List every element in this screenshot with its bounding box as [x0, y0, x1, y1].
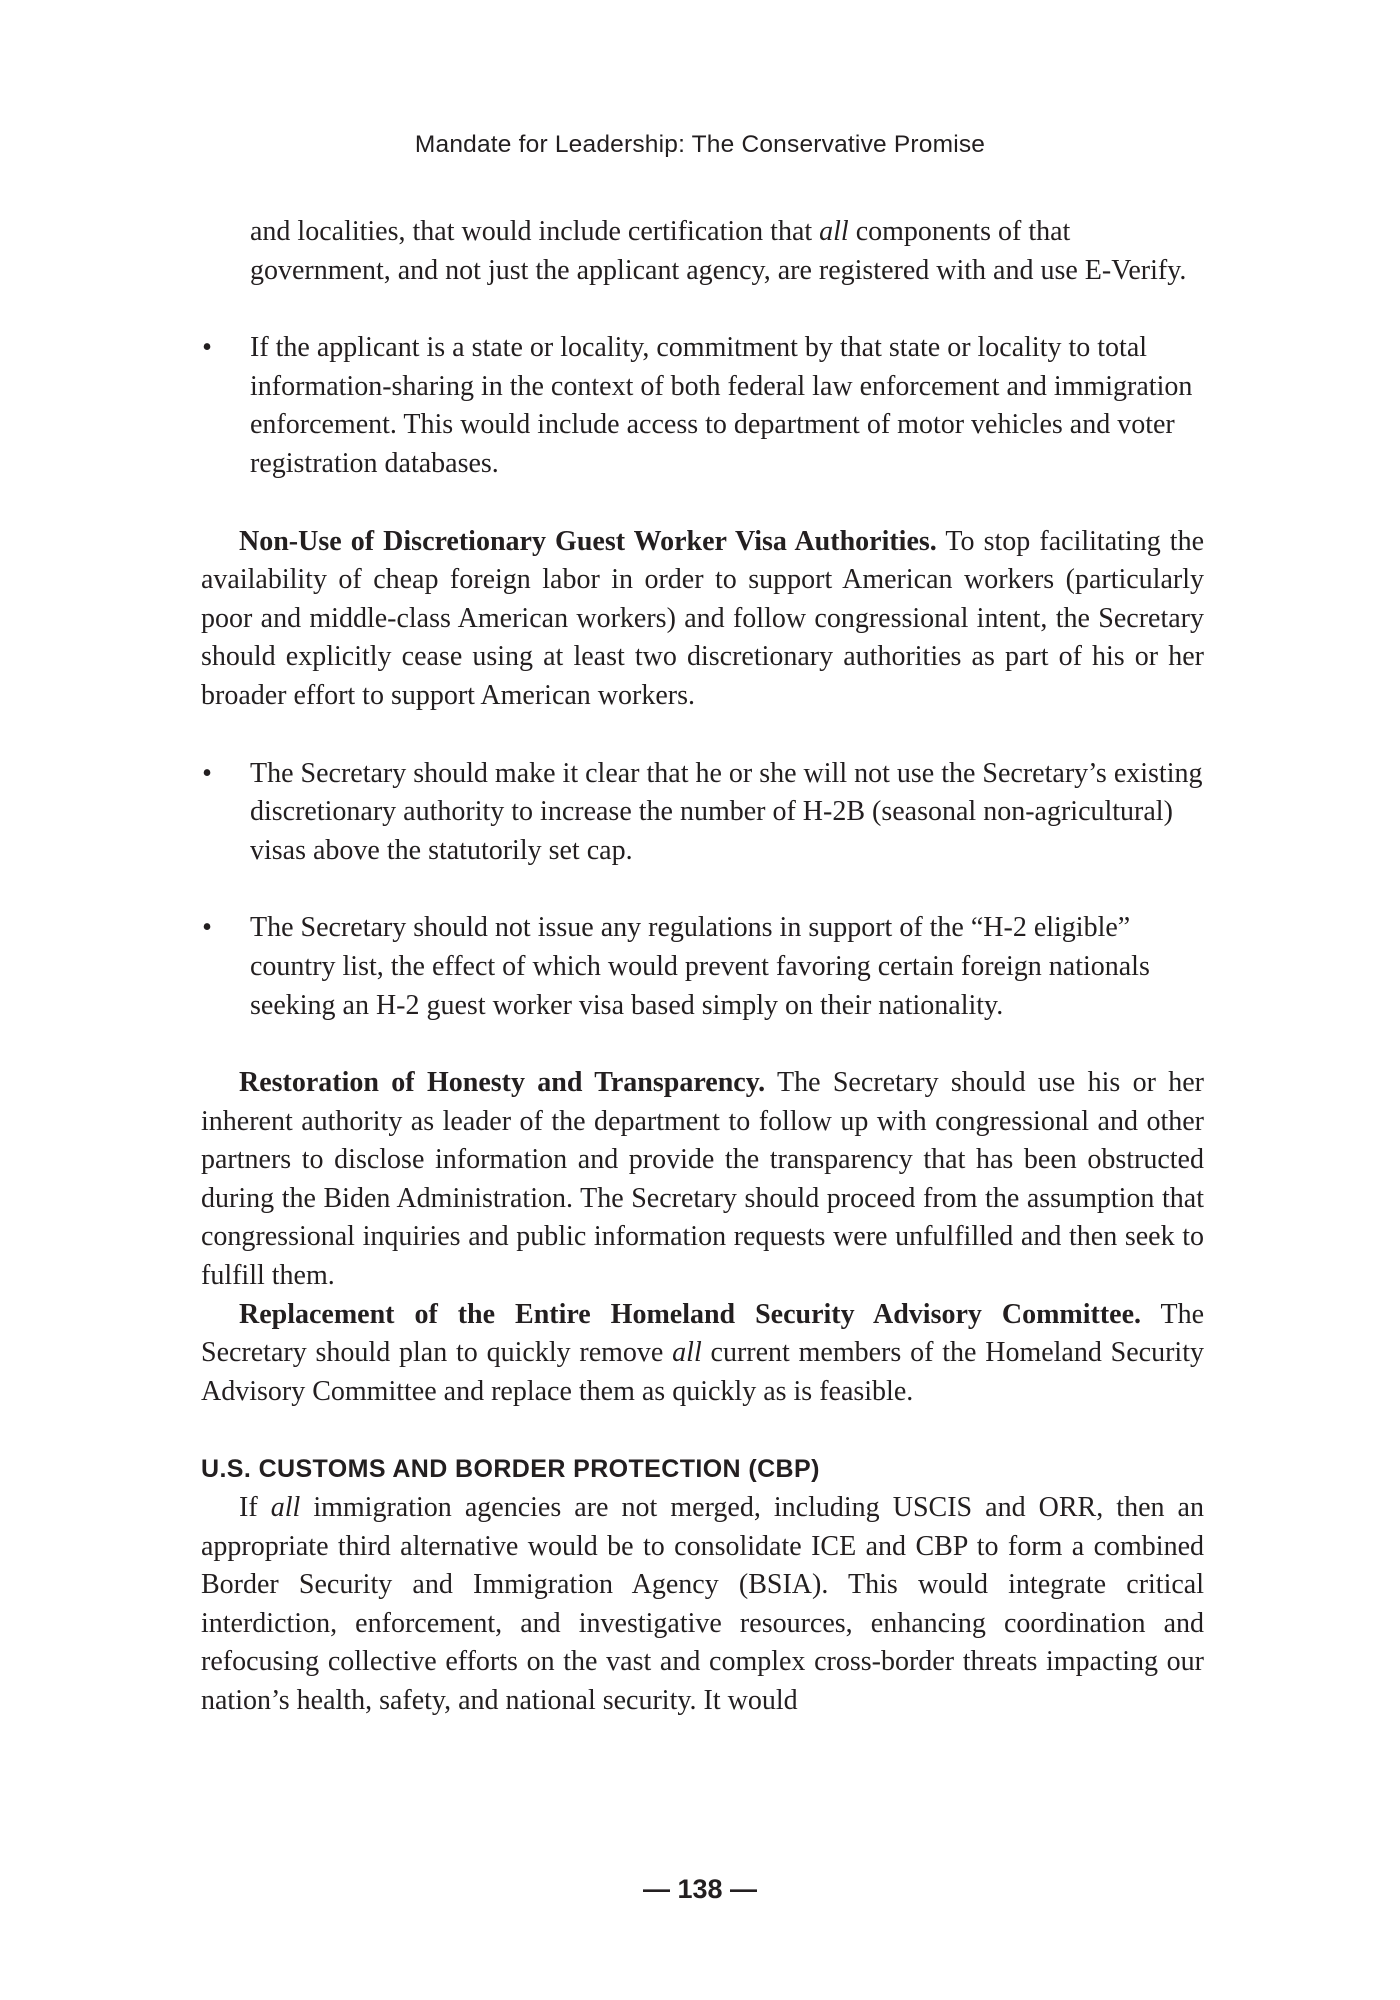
emphasis-all: all — [819, 216, 849, 247]
emphasis-all: all — [270, 1492, 301, 1524]
advisory-committee-paragraph — [201, 1296, 1204, 1412]
text-run: The Secretary should plan to quickly remove — [201, 1298, 1204, 1369]
bullet-icon: • — [202, 332, 212, 364]
running-header: Mandate for Leadership: The Conservative Promise — [414, 131, 986, 158]
bullet-text: If the applicant is a state or locality, commitment by that state or locality to total information-sharing in the context of both federal law enforcement and immigration enforcement. This would include access to department of motor vehicles and voter registration databases. — [250, 332, 1193, 479]
emphasis-all: all — [672, 1337, 702, 1369]
text-run: current members of the Homeland Security Advisory Committee and replace them as quickly as is feasible. — [201, 1337, 1204, 1407]
text-run: immigration agencies are not merged, including USCIS and ORR, then an appropriate third alternative would be to consolidate ICE and CBP to form a combined Border Security and Immigration Agency (BSIA). This would integrate critical interdiction, enforcement, and investigative resources, enhancing coordination and refocusing collective efforts on the vast and complex cross-border threats impacting our nation’s health, safety, and national security. It would — [201, 1492, 1204, 1716]
bullet-icon: • — [202, 912, 212, 944]
paragraph-lead-heading: Restoration of Honesty and Transparency. — [239, 1067, 766, 1099]
page-number: — 138 — — [642, 1874, 758, 1904]
page-body — [201, 213, 1204, 1721]
bullet-item-h2-eligible-list — [201, 909, 1204, 1025]
bullet-icon: • — [202, 757, 212, 789]
continued-bullet-text — [201, 213, 1204, 290]
paragraph-body: To stop facilitating the availability of cheap foreign labor in order to support American workers (particularly poor and middle-class American workers) and follow congressional intent, the Secretary should explicitly cease using at least two discretionary authorities as part of his or her broader effort to support American workers. — [201, 525, 1204, 711]
honesty-paragraph — [201, 1064, 1204, 1296]
paragraph-body: The Secretary should use his or her inherent authority as leader of the department to follow up with congressional and other partners to disclose information and provide the transparency that has been obstructed during the Biden Administration. The Secretary should proceed from the assumption that congressional inquiries and public information requests were unfulfilled and then seek to fulfill them. — [201, 1067, 1204, 1292]
bullet-text: The Secretary should make it clear that he or she will not use the Secretary’s existing discretionary authority to increase the number of H-2B (seasonal non-agricultural) visas above the statutorily set cap. — [250, 757, 1203, 866]
bullet-item-h2b-cap — [201, 755, 1204, 871]
paragraph-lead-heading: Replacement of the Entire Homeland Security Advisory Committee. — [239, 1298, 1142, 1330]
text-run: and localities, that would include certification that — [250, 216, 820, 247]
guest-worker-paragraph — [201, 523, 1204, 716]
text-run: If — [239, 1492, 271, 1524]
section-heading-cbp: U.S. CUSTOMS AND BORDER PROTECTION (CBP) — [201, 1455, 820, 1484]
text-run: components of that government, and not just the applicant agency, are registered with and use E-Verify. — [250, 216, 1187, 286]
bullet-item-info-sharing — [201, 329, 1204, 483]
paragraph-lead-heading: Non-Use of Discretionary Guest Worker Visa Authorities. — [239, 525, 937, 557]
bullet-text: The Secretary should not issue any regulations in support of the “H-2 eligible” country list, the effect of which would prevent favoring certain foreign nationals seeking an H-2 guest worker visa based simply on their nationality. — [250, 912, 1150, 1021]
cbp-paragraph — [201, 1489, 1204, 1721]
